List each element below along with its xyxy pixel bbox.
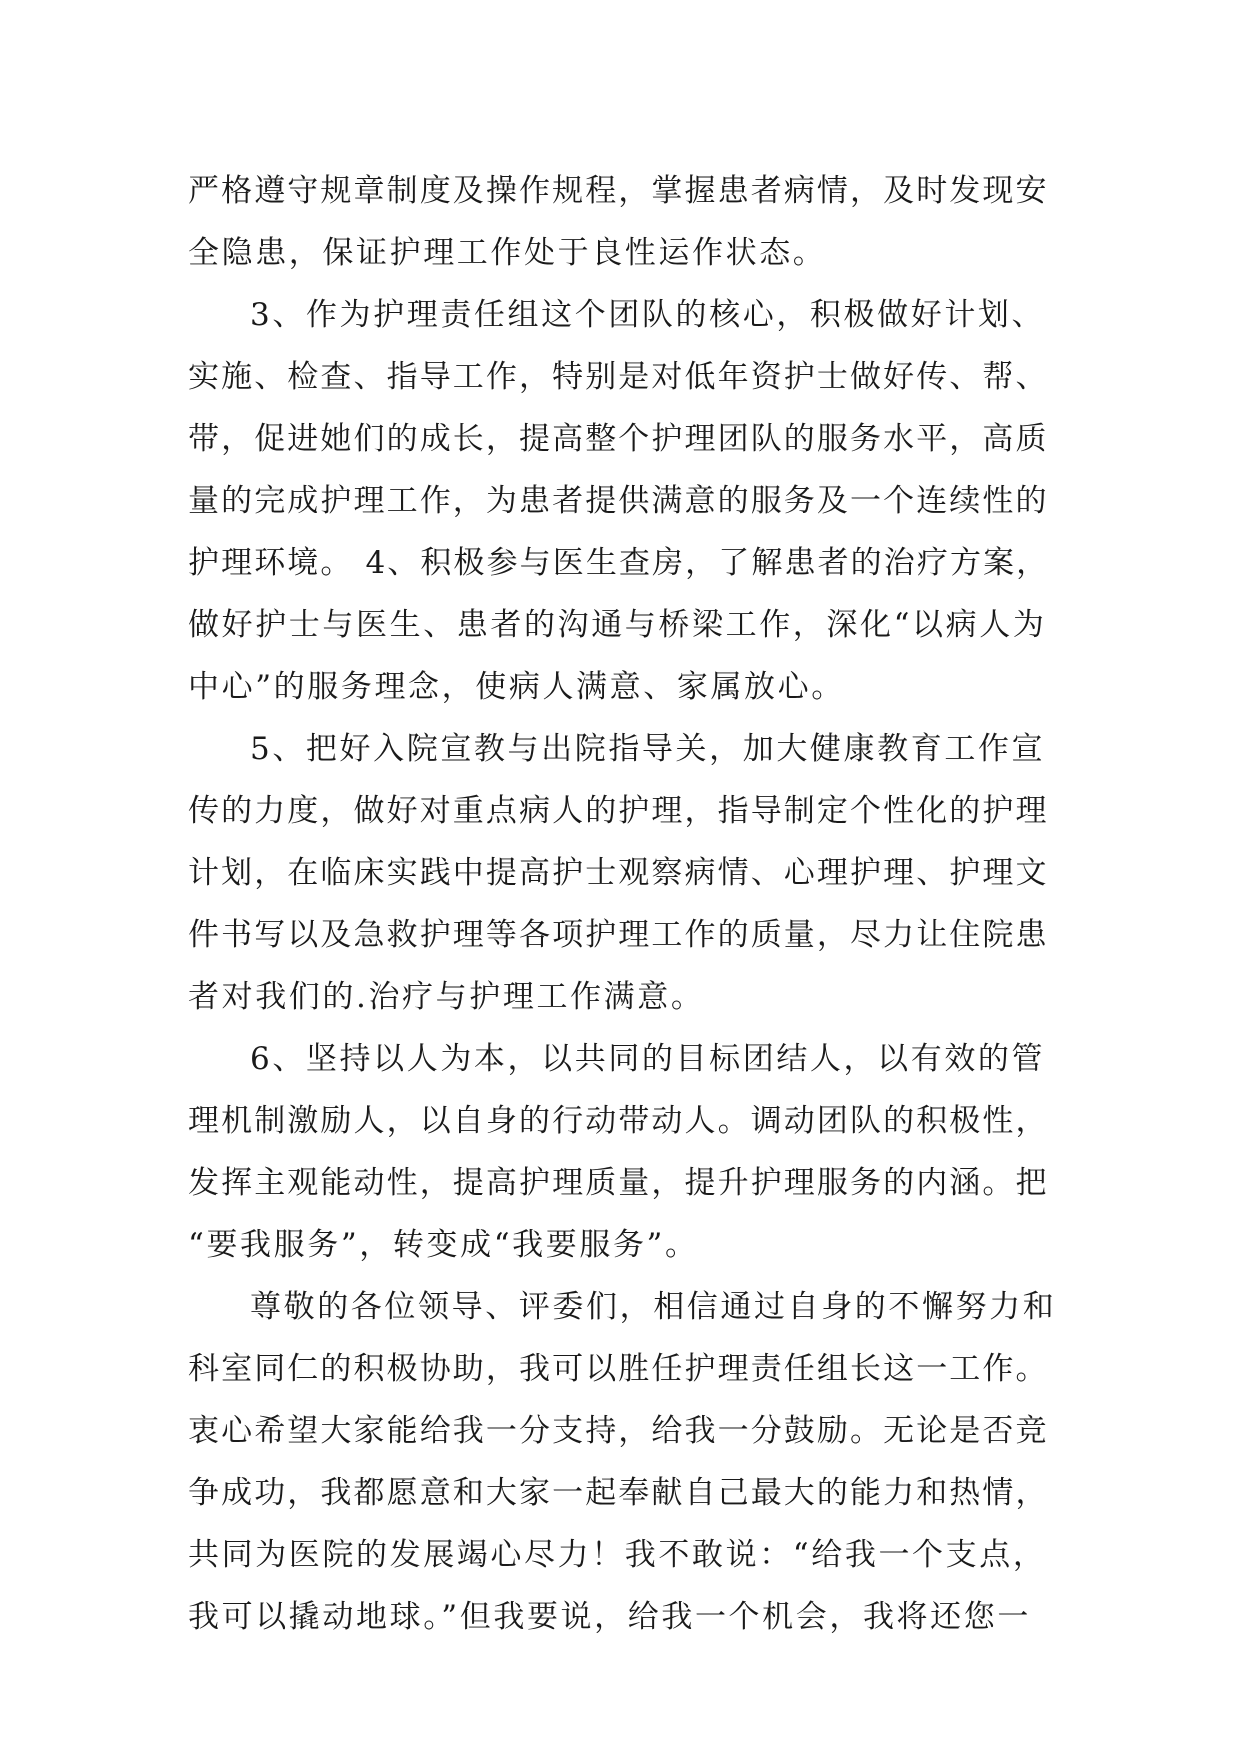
document-body [188, 160, 1058, 1648]
text-line: 护理环境。 4、积极参与医生查房，了解患者的治疗方案， [188, 545, 1050, 581]
text-line: 严格遵守规章制度及操作规程，掌握患者病情，及时发现安 [188, 173, 1049, 209]
text-line: 5、把好入院宣教与出院指导关，加大健康教育工作宣 [250, 731, 1046, 767]
text-line: 带，促进她们的成长，提高整个护理团队的服务水平，高质 [188, 421, 1049, 457]
text-line: 计划，在临床实践中提高护士观察病情、心理护理、护理文 [188, 855, 1049, 891]
text-line: 尊敬的各位领导、评委们，相信通过自身的不懈努力和 [250, 1289, 1057, 1325]
text-line: 实施、检查、指导工作，特别是对低年资护士做好传、帮、 [188, 359, 1049, 395]
text-line: 做好护士与医生、患者的沟通与桥梁工作，深化“以病人为 [188, 607, 1047, 643]
text-line: 6、坚持以人为本，以共同的目标团结人，以有效的管 [250, 1041, 1046, 1077]
text-line: 我可以撬动地球。”但我要说，给我一个机会，我将还您一 [188, 1599, 1031, 1635]
text-line: 全隐患，保证护理工作处于良性运作状态。 [188, 235, 827, 271]
text-line: 量的完成护理工作，为患者提供满意的服务及一个连续性的 [188, 483, 1049, 519]
text-line: 发挥主观能动性，提高护理质量，提升护理服务的内涵。把 [188, 1165, 1049, 1201]
text-line: 科室同仁的积极协助，我可以胜任护理责任组长这一工作。 [188, 1351, 1049, 1387]
text-line: 件书写以及急救护理等各项护理工作的质量，尽力让住院患 [188, 917, 1049, 953]
text-line: 中心”的服务理念，使病人满意、家属放心。 [188, 669, 845, 705]
text-line: 理机制激励人，以自身的行动带动人。调动团队的积极性， [188, 1103, 1049, 1139]
text-line: 衷心希望大家能给我一分支持，给我一分鼓励。无论是否竞 [188, 1413, 1049, 1449]
text-line: 共同为医院的发展竭心尽力！我不敢说：“给我一个支点， [188, 1537, 1047, 1573]
text-line: 传的力度，做好对重点病人的护理，指导制定个性化的护理 [188, 793, 1049, 829]
text-line: 3、作为护理责任组这个团队的核心，积极做好计划、 [250, 297, 1046, 333]
text-line: 者对我们的.治疗与护理工作满意。 [188, 979, 705, 1015]
text-line: “要我服务”，转变成“我要服务”。 [188, 1227, 699, 1263]
text-line: 争成功，我都愿意和大家一起奉献自己最大的能力和热情， [188, 1475, 1049, 1511]
